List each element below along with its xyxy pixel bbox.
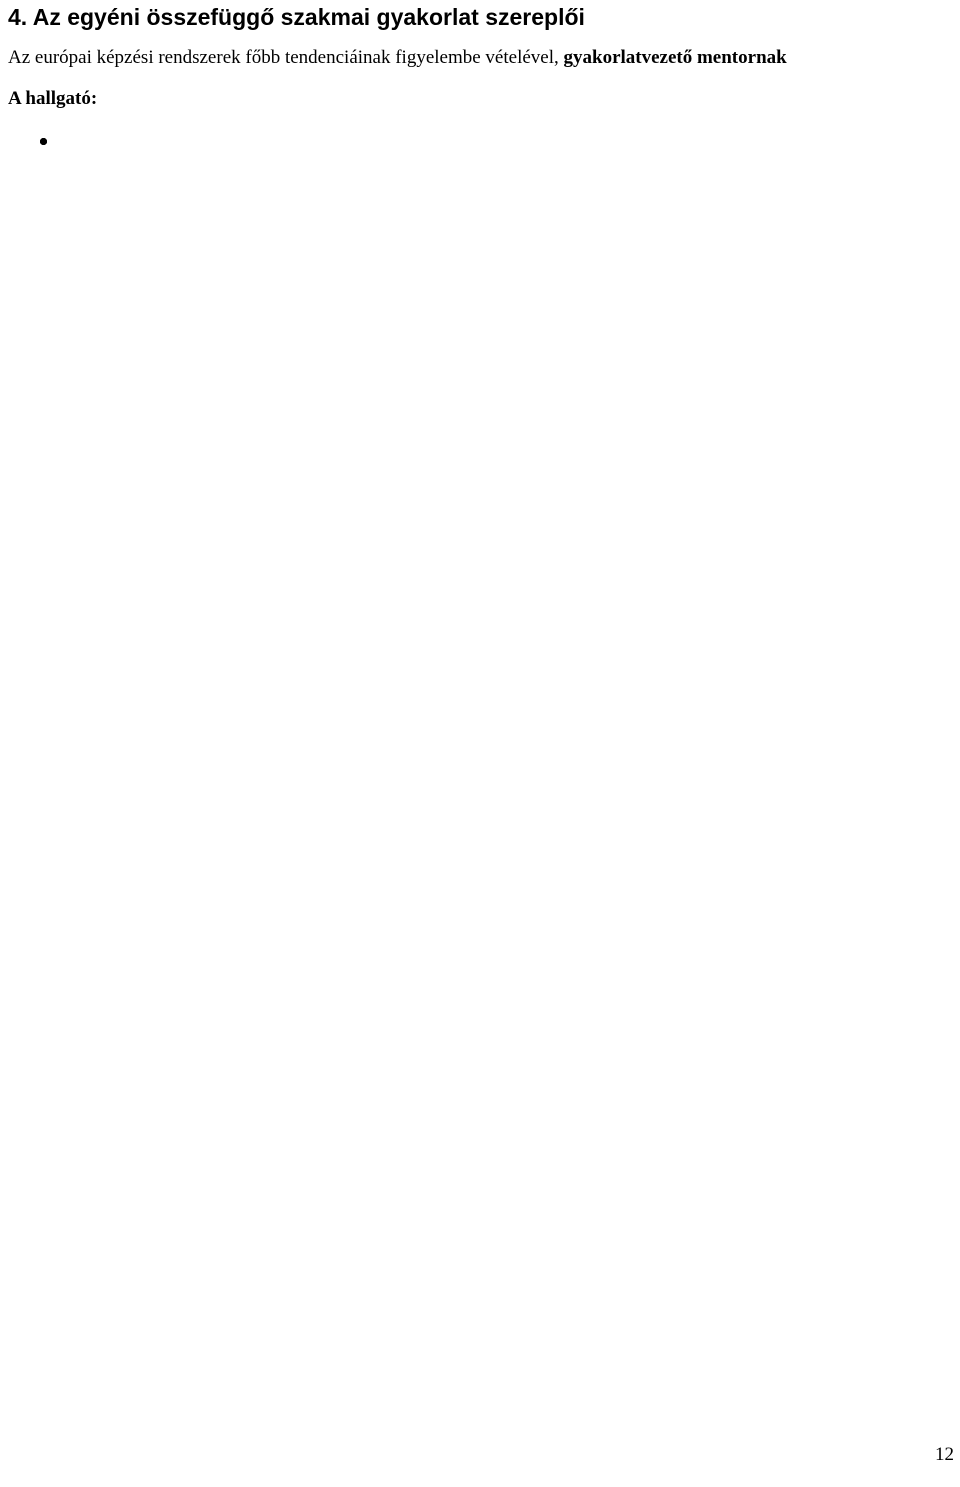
intro-bold-term: gyakorlatvezető mentornak [563, 46, 787, 68]
student-paragraph [8, 85, 952, 113]
bullet-dot-icon [40, 138, 47, 145]
section-heading: 4. Az egyéni összefüggő szakmai gyakorlat szereplői [8, 4, 585, 30]
student-label: A hallgató: [8, 88, 98, 110]
intro-text-1: Az európai képzési rendszerek főbb tendenciáinak figyelembe vételével, [8, 46, 564, 68]
page-number: 12 [935, 1444, 954, 1465]
document-page [8, 0, 952, 127]
intro-paragraph [8, 44, 952, 72]
